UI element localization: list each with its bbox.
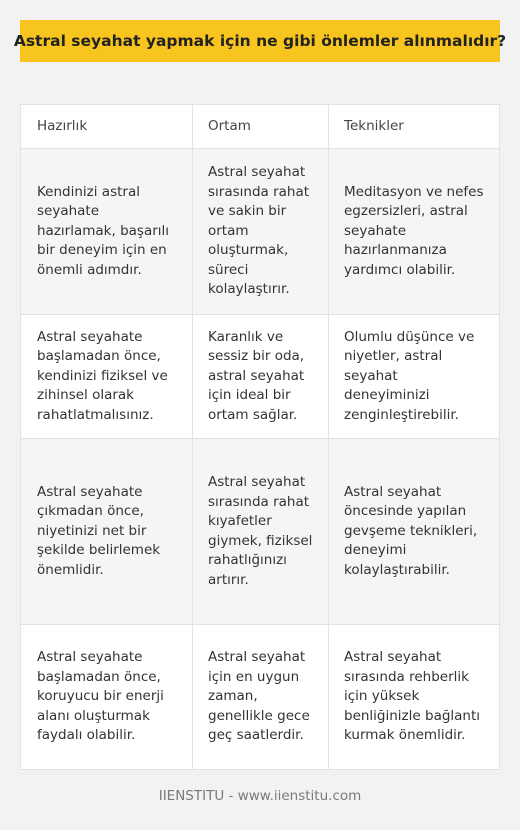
table-cell: Astral seyahat sırasında rahat ve sakin bir ortam oluşturmak, süreci kolaylaştırır. [193, 149, 329, 314]
table-cell: Astral seyahat için en uygun zaman, genellikle gece geç saatlerdir. [193, 625, 329, 769]
table-cell: Olumlu düşünce ve niyetler, astral seyahat deneyiminizi zenginleştirebilir. [344, 328, 475, 423]
table-row [21, 315, 499, 439]
table-header-row [21, 105, 499, 149]
table-row [21, 625, 499, 769]
table-cell: Astral seyahate başlamadan önce, koruyucu bir enerji alanı oluşturmak faydalı olabilir. [21, 625, 193, 769]
table-cell: Karanlık ve sessiz bir oda, astral seyahat için ideal bir ortam sağlar. [193, 315, 329, 438]
table-cell: Astral seyahate çıkmadan önce, niyetinizi net bir şekilde belirlemek önemlidir. [21, 439, 193, 624]
page-title: Astral seyahat yapmak için ne gibi önlemler alınmalıdır? [13, 32, 507, 50]
table-cell: Astral seyahate başlamadan önce, kendinizi fiziksel ve zihinsel olarak rahatlatmalısınız. [21, 315, 193, 438]
header-cell-hazirlik: Hazırlık [21, 105, 193, 148]
footer-credit: IIENSTITU - www.iienstitu.com [158, 788, 362, 804]
table-row [21, 439, 499, 625]
title-banner [13, 20, 507, 62]
comparison-table [20, 104, 500, 770]
header-cell-ortam: Ortam [193, 105, 329, 148]
table-row [21, 149, 499, 315]
table-cell: Meditasyon ve nefes egzersizleri, astral seyahate hazırlanmanıza yardımcı olabilir. [344, 183, 484, 278]
table-cell: Astral seyahat sırasında rehberlik için yüksek benliğinizle bağlantı kurmak önemlidir. [344, 649, 481, 744]
table-cell: Astral seyahat öncesinde yapılan gevşeme teknikleri, deneyimi kolaylaştırabilir. [344, 483, 478, 578]
header-cell-teknikler: Teknikler [344, 117, 404, 134]
table-cell: Kendinizi astral seyahate hazırlamak, başarılı bir deneyim için en önemli adımdır. [21, 149, 193, 314]
table-cell: Astral seyahat sırasında rahat kıyafetler giymek, fiziksel rahatlığınızı artırır. [193, 439, 329, 624]
